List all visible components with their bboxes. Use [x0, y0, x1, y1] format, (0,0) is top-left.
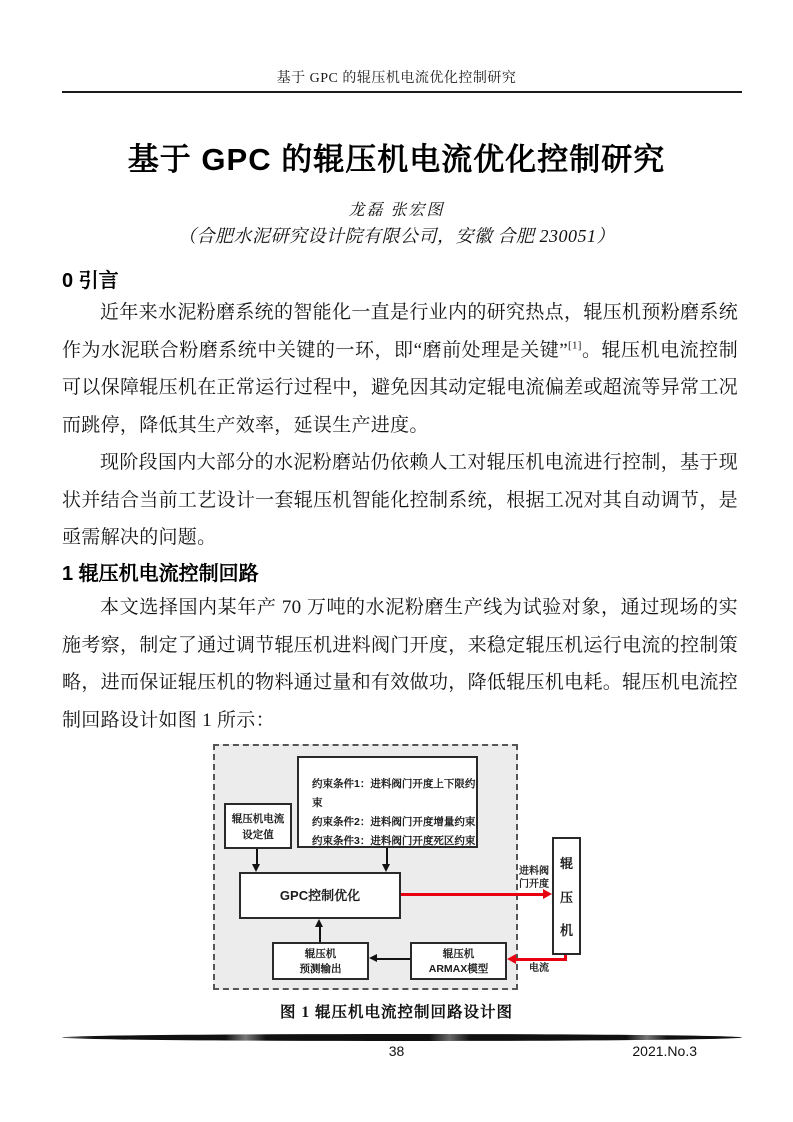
valve-label-line-1: 进料阀 [519, 866, 549, 877]
header-rule [62, 91, 742, 93]
valve-opening-signal-label [519, 866, 549, 891]
arrowhead-roller-to-armax [507, 954, 516, 964]
valve-label-line-2: 门开度 [519, 878, 549, 890]
arrowhead-constraints-to-gpc [382, 864, 390, 872]
paragraph-1 [62, 294, 738, 444]
constraint-line-2: 约束条件2：进料阀门开度增量约束 [312, 816, 476, 828]
paper-title: 基于 GPC 的辊压机电流优化控制研究 [127, 142, 666, 177]
roller-char-2: 压 [559, 889, 573, 905]
arrowhead-setpoint-to-gpc [252, 864, 260, 872]
gpc-optimizer-box: GPC控制优化 [239, 872, 401, 919]
roller-press-box [552, 837, 581, 955]
red-line-gpc-to-roller [401, 893, 544, 896]
paragraph-3: 本文选择国内某年产 70 万吨的水泥粉磨生产线为试验对象，通过现场的实施考察，制定了通过调节辊压机进料阀门开度，来稳定辊压机运行电流的控制策略，进而保证辊压机的物料通过量和有效做功，降低辊压机电耗。辊压机电流控制回路设计如图 1 所示： [62, 597, 738, 731]
roller-char-3: 机 [559, 922, 573, 938]
red-line-roller-to-armax [515, 958, 567, 961]
armax-line-2: ARMAX模型 [428, 963, 489, 975]
current-setpoint-box [224, 803, 292, 849]
armax-line-1: 辊压机 [442, 948, 475, 960]
current-signal-label: 电流 [529, 963, 549, 974]
paragraph-1-text: 近年来水泥粉磨系统的智能化一直是行业内的研究热点，辊压机预粉磨系统作为水泥联合粉磨系统中关键的一环，即“磨前处理是关键” [62, 302, 738, 361]
section-heading-1: 1 辊压机电流控制回路 [62, 563, 259, 585]
arrow-line-constraints-to-gpc [386, 848, 388, 865]
footer-rule [62, 1034, 742, 1041]
constraints-box [297, 756, 478, 848]
issue-number: 2021.No.3 [632, 1043, 697, 1059]
roller-char-1: 辊 [559, 856, 573, 872]
arrowhead-pred-to-gpc [315, 919, 323, 927]
constraint-line-1: 约束条件1：进料阀门开度上下限约束 [312, 778, 476, 809]
citation-ref-1: [1] [568, 339, 582, 352]
figure-caption: 图 1 辊压机电流控制回路设计图 [279, 1004, 513, 1021]
paragraph-2: 现阶段国内大部分的水泥粉磨站仍依赖人工对辊压机电流进行控制，基于现状并结合当前工艺设计一套辊压机智能化控制系统，根据工况对其自动调节，是亟需解决的问题。 [62, 452, 738, 548]
page-number: 38 [388, 1043, 405, 1059]
pred-line-1: 辊压机 [304, 948, 337, 960]
constraint-line-3: 约束条件3：进料阀门开度死区约束 [312, 835, 476, 847]
paragraph-1-text-cont: 。辊压机电流控制可以保障辊压机在正常运行过程中，避免因其动定辊电流偏差或超流等异常工况而跳停，降低其生产效率，延误生产进度。 [62, 339, 739, 436]
pred-line-2: 预测输出 [299, 963, 342, 975]
arrow-line-pred-to-gpc [319, 927, 321, 942]
authors: 龙磊 张宏图 [348, 202, 445, 219]
armax-model-box [410, 942, 507, 980]
setpoint-line-2: 设定值 [242, 829, 274, 841]
section-heading-0: 0 引言 [62, 270, 119, 292]
arrowhead-armax-to-pred [369, 954, 377, 962]
arrow-line-setpoint-to-gpc [256, 849, 258, 865]
arrow-line-armax-to-pred [377, 958, 410, 960]
running-head: 基于 GPC 的辊压机电流优化控制研究 [276, 71, 517, 86]
setpoint-line-1: 辊压机电流 [231, 813, 285, 825]
predicted-output-box [272, 942, 369, 980]
affiliation: （合肥水泥研究设计院有限公司，安徽 合肥 230051） [178, 226, 615, 246]
